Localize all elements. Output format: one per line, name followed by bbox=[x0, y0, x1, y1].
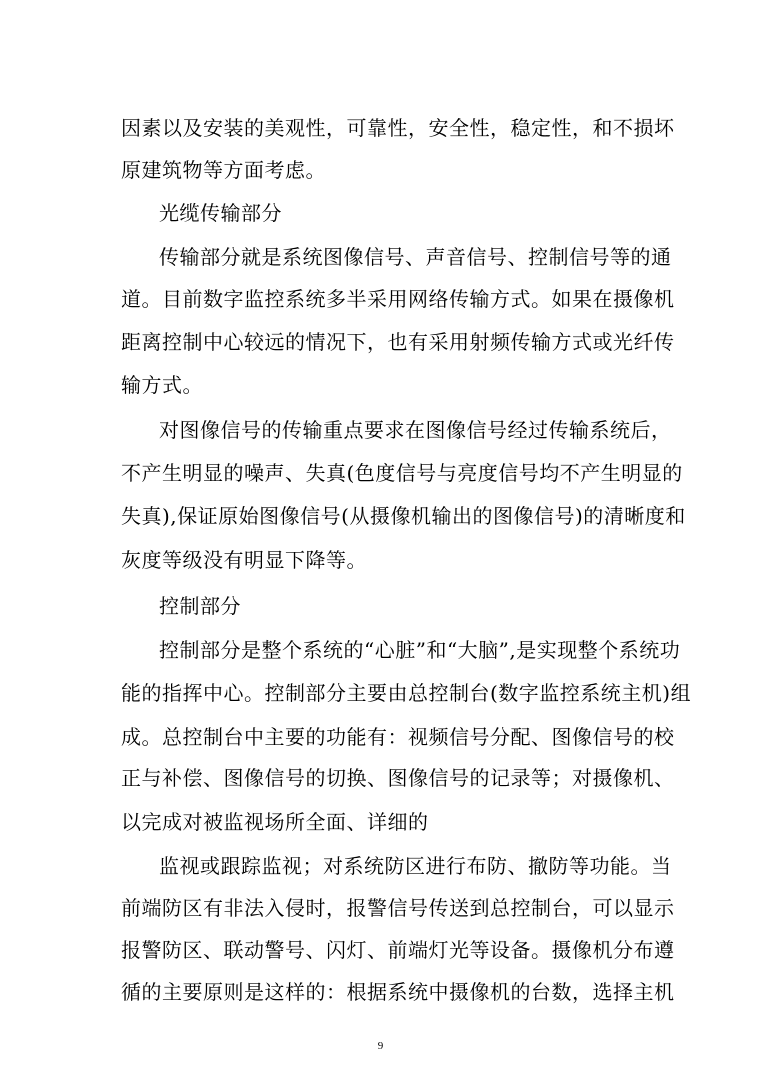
text-line: 正与补偿、图像信号的切换、图像信号的记录等；对摄像机、 bbox=[121, 766, 675, 790]
text-line: 控制部分是整个系统的“心脏”和“大脑”,是实现整个系统功 bbox=[159, 638, 681, 662]
page-number: 9 bbox=[377, 1040, 384, 1052]
text-line: 传输部分就是系统图像信号、声音信号、控制信号等的通 bbox=[159, 245, 672, 269]
text-line: 距离控制中心较远的情况下，也有采用射频传输方式或光纤传 bbox=[121, 330, 675, 354]
text-line: 能的指挥中心。控制部分主要由总控制台(数字监控系统主机)组 bbox=[121, 681, 692, 705]
text-line: 因素以及安装的美观性，可靠性，安全性，稳定性，和不损坏 bbox=[121, 116, 675, 140]
text-line: 输方式。 bbox=[121, 373, 203, 397]
text-line: 监视或跟踪监视；对系统防区进行布防、撤防等功能。当 bbox=[159, 854, 672, 878]
text-line: 不产生明显的噪声、失真(色度信号与亮度信号均不产生明显的 bbox=[121, 461, 683, 485]
text-line: 对图像信号的传输重点要求在图像信号经过传输系统后， bbox=[159, 418, 672, 442]
text-line: 成。总控制台中主要的功能有：视频信号分配、图像信号的校 bbox=[121, 725, 675, 749]
text-line: 循的主要原则是这样的：根据系统中摄像机的台数，选择主机 bbox=[121, 980, 675, 1004]
text-line: 前端防区有非法入侵时，报警信号传送到总控制台，可以显示 bbox=[121, 896, 675, 920]
text-line: 报警防区、联动警号、闪灯、前端灯光等设备。摄像机分布遵 bbox=[121, 938, 675, 962]
section-heading: 控制部分 bbox=[159, 594, 241, 618]
section-heading: 光缆传输部分 bbox=[159, 201, 282, 225]
text-line: 灰度等级没有明显下降等。 bbox=[121, 548, 367, 572]
text-line: 以完成对被监视场所全面、详细的 bbox=[121, 810, 429, 834]
text-line: 道。目前数字监控系统多半采用网络传输方式。如果在摄像机 bbox=[121, 287, 675, 311]
text-line: 失真),保证原始图像信号(从摄像机输出的图像信号)的清晰度和 bbox=[121, 504, 686, 528]
text-line: 原建筑物等方面考虑。 bbox=[121, 158, 326, 182]
